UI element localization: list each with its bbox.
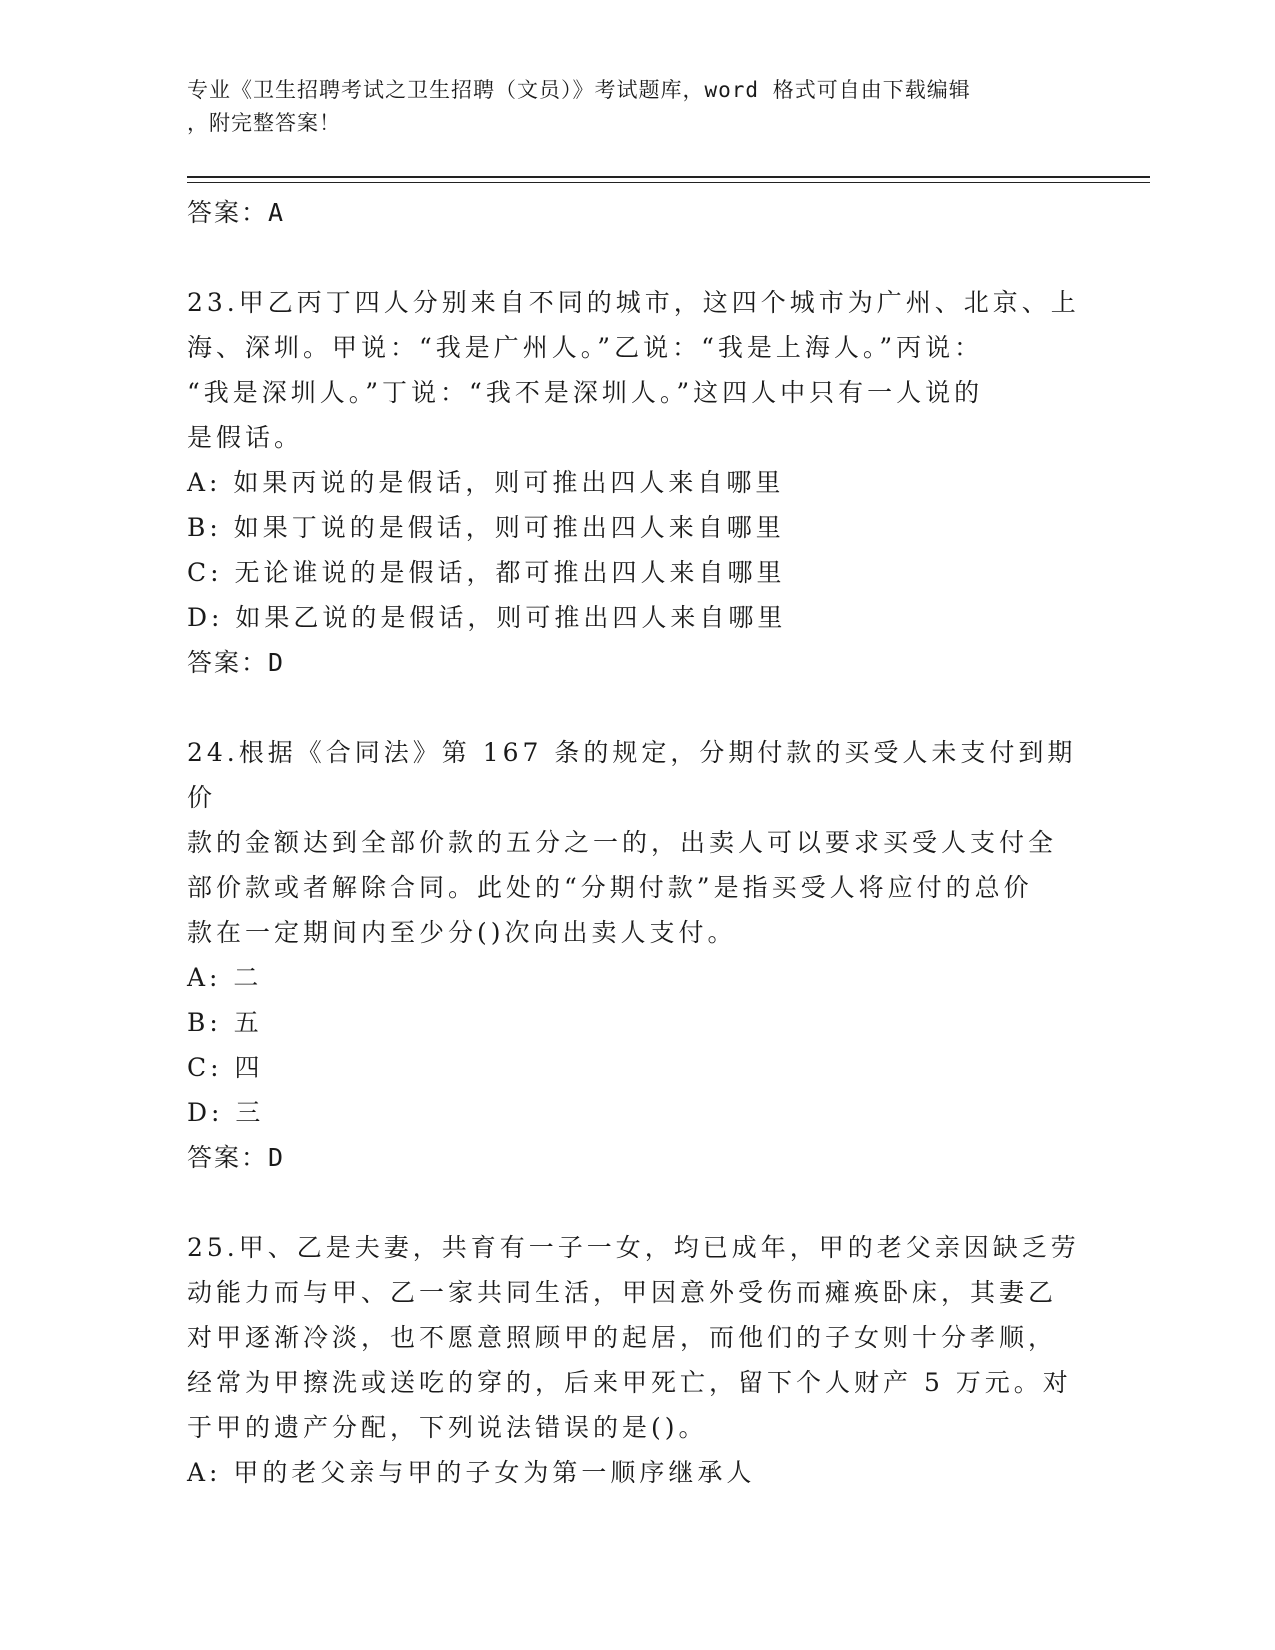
header-divider-thin bbox=[187, 182, 1150, 183]
question-23 bbox=[187, 280, 1087, 685]
spacer bbox=[187, 685, 1087, 730]
question-text-line: 24.根据《合同法》第 167 条的规定，分期付款的买受人未支付到期价 bbox=[187, 738, 1077, 812]
option-a: A: 如果丙说的是假话，则可推出四人来自哪里 bbox=[187, 468, 785, 497]
option-c: C: 四 bbox=[187, 1053, 264, 1082]
header-line-1: 专业《卫生招聘考试之卫生招聘（文员）》考试题库，word 格式可自由下载编辑 bbox=[187, 78, 971, 102]
header-line-2: ，附完整答案！ bbox=[187, 111, 341, 135]
option-a: A: 甲的老父亲与甲的子女为第一顺序继承人 bbox=[187, 1458, 756, 1487]
option-c: C: 无论谁说的是假话，都可推出四人来自哪里 bbox=[187, 558, 786, 587]
header-divider bbox=[187, 176, 1150, 178]
question-text-line: 25.甲、乙是夫妻，共育有一子一女，均已成年，甲的老父亲因缺乏劳 bbox=[187, 1233, 1080, 1262]
option-b: B: 五 bbox=[187, 1008, 263, 1037]
option-d: D: 三 bbox=[187, 1098, 265, 1127]
question-text-line: 动能力而与甲、乙一家共同生活，甲因意外受伤而瘫痪卧床，其妻乙 bbox=[187, 1278, 1058, 1307]
question-text-line: 23.甲乙丙丁四人分别来自不同的城市，这四个城市为广州、北京、上 bbox=[187, 288, 1080, 317]
question-text-line: 是假话。 bbox=[187, 423, 304, 452]
question-list bbox=[187, 190, 1087, 1495]
option-a: A: 二 bbox=[187, 963, 263, 992]
question-text-line: 于甲的遗产分配，下列说法错误的是()。 bbox=[187, 1413, 708, 1442]
spacer bbox=[187, 235, 1087, 280]
option-b: B: 如果丁说的是假话，则可推出四人来自哪里 bbox=[187, 513, 785, 542]
question-text-line: 款在一定期间内至少分()次向出卖人支付。 bbox=[187, 918, 737, 947]
question-text-line: 对甲逐渐冷淡，也不愿意照顾甲的起居，而他们的子女则十分孝顺， bbox=[187, 1323, 1058, 1352]
answer-line: 答案：D bbox=[187, 1143, 286, 1172]
question-text-line: 款的金额达到全部价款的五分之一的，出卖人可以要求买受人支付全 bbox=[187, 828, 1058, 857]
question-text-line: 经常为甲擦洗或送吃的穿的，后来甲死亡，留下个人财产 5 万元。对 bbox=[187, 1368, 1072, 1397]
question-text-line: “我是深圳人。”丁说：“我不是深圳人。”这四人中只有一人说的 bbox=[187, 378, 984, 407]
option-d: D: 如果乙说的是假话，则可推出四人来自哪里 bbox=[187, 603, 787, 632]
question-24 bbox=[187, 730, 1087, 1180]
answer-line: 答案：A bbox=[187, 198, 286, 227]
question-text-line: 海、深圳。甲说：“我是广州人。”乙说：“我是上海人。”丙说： bbox=[187, 333, 984, 362]
question-text-line: 部价款或者解除合同。此处的“分期付款”是指买受人将应付的总价 bbox=[187, 873, 1033, 902]
spacer bbox=[187, 1180, 1087, 1225]
document-header bbox=[187, 74, 1067, 140]
answer-line: 答案：D bbox=[187, 648, 286, 677]
question-25 bbox=[187, 1225, 1087, 1495]
